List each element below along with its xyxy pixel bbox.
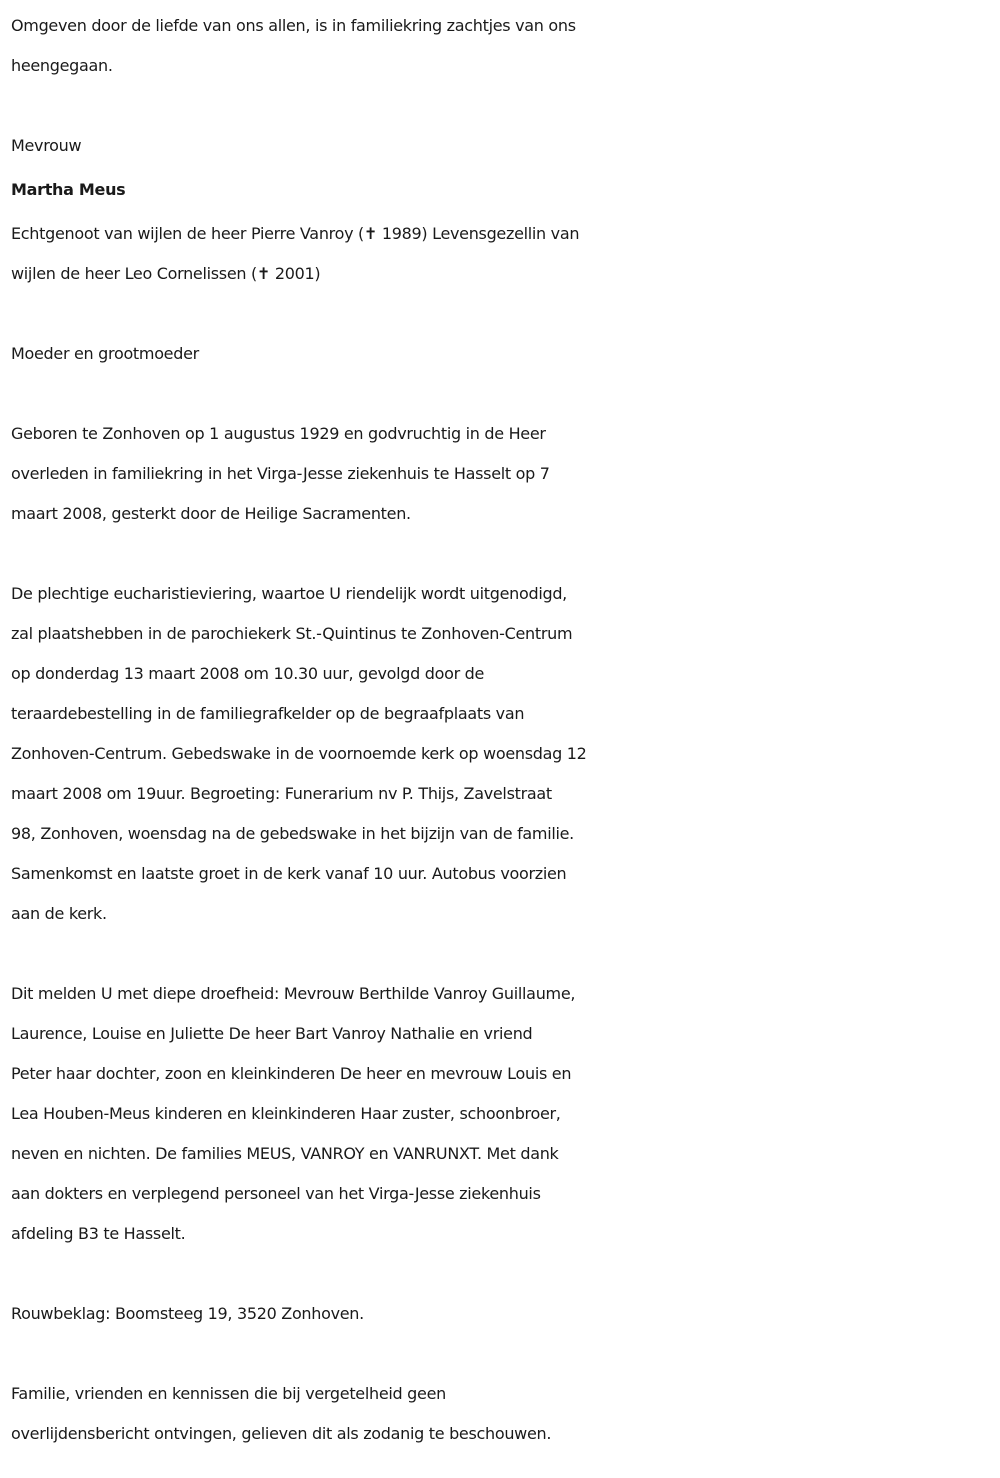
ceremony-line-5: Zonhoven-Centrum. Gebedswake in de voornoemde kerk op woensdag 12 — [11, 744, 587, 763]
spouse-line-1: Echtgenoot van wijlen de heer Pierre Vanroy (✝ 1989) Levensgezellin van — [11, 224, 580, 243]
family-line-4: Lea Houben-Meus kinderen en kleinkinderen Haar zuster, schoonbroer, — [11, 1104, 561, 1123]
ceremony-line-4: teraardebestelling in de familiegrafkelder op de begraafplaats van — [11, 704, 525, 723]
closing-line-2: overlijdensbericht ontvingen, gelieven dit als zodanig te beschouwen. — [11, 1424, 552, 1443]
role-line: Moeder en grootmoeder — [11, 344, 199, 363]
ceremony-line-8: Samenkomst en laatste groet in de kerk vanaf 10 uur. Autobus voorzien — [11, 864, 567, 883]
closing-line-1: Familie, vrienden en kennissen die bij vergetelheid geen — [11, 1384, 446, 1403]
spacer — [11, 86, 1000, 126]
birth-death-line-1: Geboren te Zonhoven op 1 augustus 1929 en godvruchtig in de Heer — [11, 424, 546, 443]
spacer — [11, 374, 1000, 414]
spouse-line-2: wijlen de heer Leo Cornelissen (✝ 2001) — [11, 264, 321, 283]
condolence-address: Rouwbeklag: Boomsteeg 19, 3520 Zonhoven. — [11, 1304, 364, 1323]
family-line-2: Laurence, Louise en Juliette De heer Bart Vanroy Nathalie en vriend — [11, 1024, 533, 1043]
ceremony-line-7: 98, Zonhoven, woensdag na de gebedswake in het bijzijn van de familie. — [11, 824, 574, 843]
family-line-1: Dit melden U met diepe droefheid: Mevrouw Berthilde Vanroy Guillaume, — [11, 984, 576, 1003]
birth-death-line-3: maart 2008, gesterkt door de Heilige Sacramenten. — [11, 504, 411, 523]
ceremony-line-9: aan de kerk. — [11, 904, 107, 923]
spacer — [11, 294, 1000, 334]
salutation: Mevrouw — [11, 136, 82, 155]
family-line-5: neven en nichten. De families MEUS, VANROY en VANRUNXT. Met dank — [11, 1144, 559, 1163]
spacer — [11, 1334, 1000, 1374]
family-line-7: afdeling B3 te Hasselt. — [11, 1224, 186, 1243]
spacer — [11, 934, 1000, 974]
ceremony-line-2: zal plaatshebben in de parochiekerk St.-Quintinus te Zonhoven-Centrum — [11, 624, 573, 643]
family-line-3: Peter haar dochter, zoon en kleinkinderen De heer en mevrouw Louis en — [11, 1064, 572, 1083]
spacer — [11, 534, 1000, 574]
intro-line-1: Omgeven door de liefde van ons allen, is in familiekring zachtjes van ons — [11, 16, 576, 35]
family-line-6: aan dokters en verplegend personeel van het Virga-Jesse ziekenhuis — [11, 1184, 541, 1203]
ceremony-line-6: maart 2008 om 19uur. Begroeting: Funerarium nv P. Thijs, Zavelstraat — [11, 784, 552, 803]
intro-line-2: heengegaan. — [11, 56, 113, 75]
deceased-name: Martha Meus — [11, 180, 126, 199]
ceremony-line-3: op donderdag 13 maart 2008 om 10.30 uur, gevolgd door de — [11, 664, 485, 683]
birth-death-line-2: overleden in familiekring in het Virga-Jesse ziekenhuis te Hasselt op 7 — [11, 464, 550, 483]
spacer — [11, 1254, 1000, 1294]
ceremony-line-1: De plechtige eucharistieviering, waartoe U riendelijk wordt uitgenodigd, — [11, 584, 567, 603]
